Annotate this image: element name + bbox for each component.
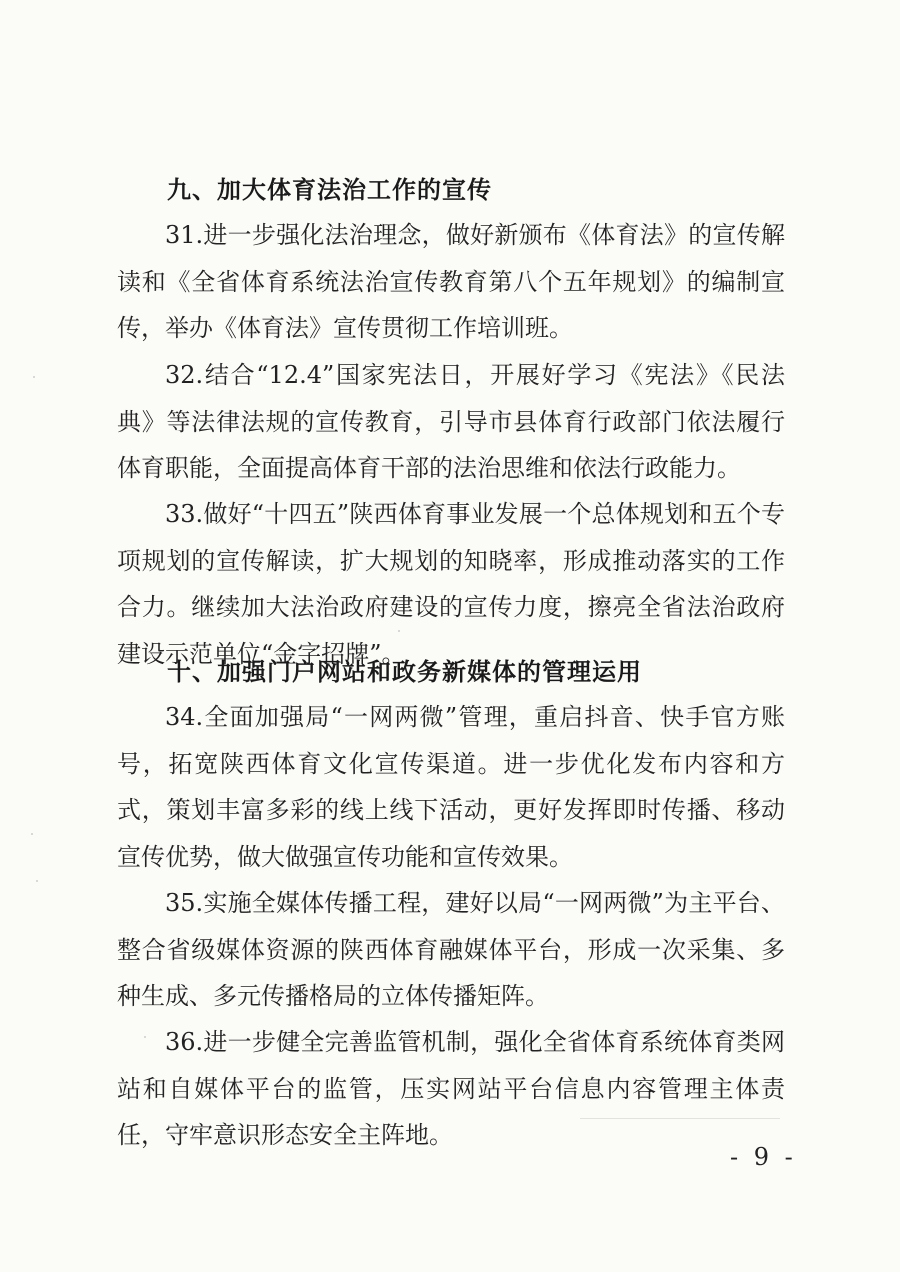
- scan-speck: [36, 880, 38, 882]
- paragraph-36: 36.进一步健全完善监管机制，强化全省体育系统体育类网站和自媒体平台的监管，压实网站平台信息内容管理主体责任，守牢意识形态安全主阵地。: [117, 1028, 785, 1149]
- paragraph-34: 34.全面加强局“一网两微”管理，重启抖音、快手官方账号，拓宽陕西体育文化宣传渠道。进一步优化发布内容和方式，策划丰富多彩的线上线下活动，更好发挥即时传播、移动宣传优势，做大做强宣传功能和宣传效果。: [117, 703, 785, 871]
- scan-speck: [31, 833, 33, 835]
- paragraph-32: 32.结合“12.4”国家宪法日，开展好学习《宪法》《民法典》等法律法规的宣传教育，引导市县体育行政部门依法履行体育职能，全面提高体育干部的法治思维和依法行政能力。: [117, 361, 785, 482]
- section-heading-9: 九、加大体育法治工作的宣传: [167, 176, 492, 204]
- paragraph-31: 31.进一步强化法治理念，做好新颁布《体育法》的宣传解读和《全省体育系统法治宣传教育第八个五年规划》的编制宣传，举办《体育法》宣传贯彻工作培训班。: [117, 221, 785, 342]
- section-heading-10: 十、加强门户网站和政务新媒体的管理运用: [167, 658, 642, 686]
- page-number: - 9 -: [730, 1143, 797, 1171]
- paragraph-33: 33.做好“十四五”陕西体育事业发展一个总体规划和五个专项规划的宣传解读，扩大规划的知晓率，形成推动落实的工作合力。继续加大法治政府建设的宣传力度，擦亮全省法治政府建设示范单位“金字招牌”。: [117, 500, 785, 668]
- paragraph-35: 35.实施全媒体传播工程，建好以局“一网两微”为主平台、整合省级媒体资源的陕西体育融媒体平台，形成一次采集、多种生成、多元传播格局的立体传播矩阵。: [117, 889, 785, 1010]
- scan-speck: [33, 376, 35, 378]
